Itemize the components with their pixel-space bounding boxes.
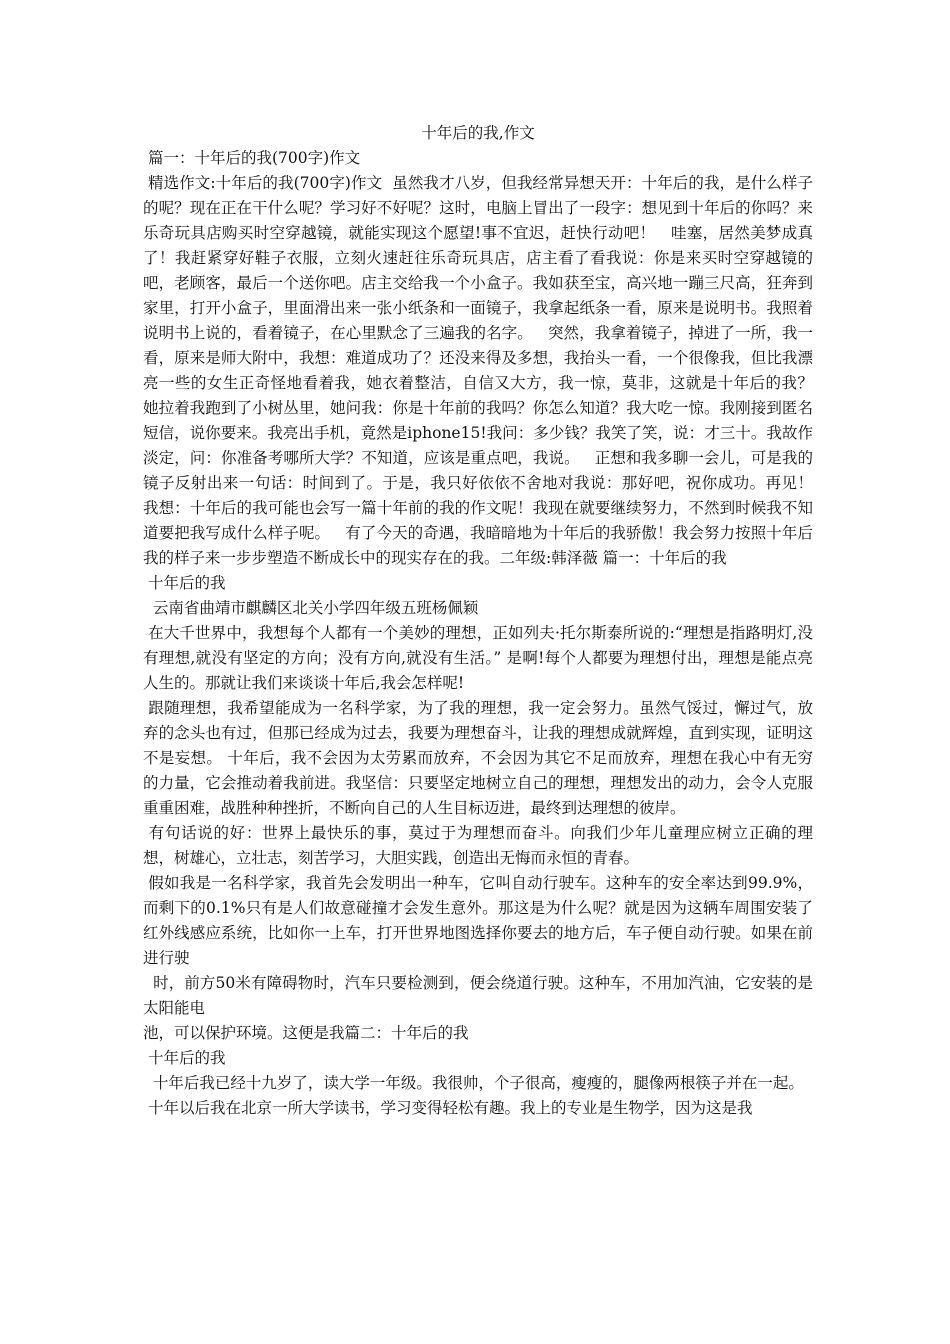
paragraph: 时，前方50米有障碍物时，汽车只要检测到，便会绕道行驶。这种车，不用加汽油，它安装的是太阳能电 bbox=[143, 974, 813, 1017]
paragraph: 精选作文:十年后的我(700字)作文 虽然我才八岁，但我经常异想天开：十年后的我，是什么样子的呢？现在正在干什么呢？学习好不好呢？这时，电脑上冒出了一段字：想见到十年后的你吗？来乐奇玩具店购买时空穿越镜，就能实现这个愿望!事不宜迟，赶快行动吧！ 哇塞，居然美梦成真了！我赶紧穿好鞋子衣服，立刻火速赶往乐奇玩具店，店主看了看我说：你是来买时空穿越镜的吧，老顾客，最后一个送你吧。店主交给我一个小盒子。我如获至宝，高兴地一蹦三尺高，狂奔到家里，打开小盒子，里面滑出来一张小纸条和一面镜子，我拿起纸条一看，原来是说明书。我照着说明书上说的，看着镜子，在心里默念了三遍我的名字。 突然，我拿着镜子，掉进了一所，我一看，原来是师大附中，我想：难道成功了？还没来得及多想，我抬头一看，一个很像我，但比我漂亮一些的女生正奇怪地看着我，她衣着整洁，自信又大方，我一惊，莫非，这就是十年后的我？ 她拉着我跑到了小树丛里，她问我：你是十年前的我吗？你怎么知道？我大吃一惊。我刚接到匿名短信，说你要来。我亮出手机，竟然是iphone15!我问：多少钱？我笑了笑，说：才三十。我故作淡定，问：你准备考哪所大学？不知道，应该是重点吧，我说。 正想和我多聊一会儿，可是我的镜子反射出来一句话：时间到了。于是，我只好依依不舍地对我说：那好吧，祝你成功。再见！ 我想：十年后的我可能也会写一篇十年前的我的作文呢！我现在就要继续努力，不然到时候我不知道要把我写成什么样子呢。 有了今天的奇遇，我暗暗地为十年后的我骄傲！我会努力按照十年后我的样子来一步步塑造不断成长中的现实存在的我。二年级:韩泽薇 篇一：十年后的我 bbox=[143, 174, 828, 567]
document-page bbox=[143, 121, 828, 1121]
paragraph: 十年后的我 bbox=[143, 1049, 226, 1067]
paragraph: 篇一：十年后的我(700字)作文 bbox=[143, 149, 361, 167]
paragraph: 十年以后我在北京一所大学读书，学习变得轻松有趣。我上的专业是生物学，因为这是我 bbox=[143, 1099, 753, 1117]
paragraph: 有句话说的好：世界上最快乐的事，莫过于为理想而奋斗。向我们少年儿童理应树立正确的理想，树雄心，立壮志，刻苦学习，大胆实践，创造出无悔而永恒的青春。 bbox=[143, 824, 813, 867]
document-title: 十年后的我,作文 bbox=[421, 124, 535, 142]
paragraph: 池，可以保护环境。这便是我篇二：十年后的我 bbox=[143, 1024, 469, 1042]
paragraph: 云南省曲靖市麒麟区北关小学四年级五班杨佩颖 bbox=[143, 599, 479, 617]
paragraph: 十年后我已经十九岁了，读大学一年级。我很帅，个子很高，瘦瘦的，腿像两根筷子并在一起。 bbox=[143, 1074, 804, 1092]
paragraph: 在大千世界中，我想每个人都有一个美妙的理想，正如列夫·托尔斯泰所说的:“理想是指路明灯,没有理想,就没有坚定的方向；没有方向,就没有生活。” 是啊!每个人都要为理想付出，理想是能点亮人生的。那就让我们来谈谈十年后,我会怎样呢! bbox=[143, 624, 813, 692]
paragraph: 跟随理想，我希望能成为一名科学家，为了我的理想，我一定会努力。虽然气馁过，懈过气，放弃的念头也有过，但那已经成为过去，我要为理想奋斗，让我的理想成就辉煌，直到实现，证明这不是妄想。 十年后，我不会因为太劳累而放弃，不会因为其它不足而放弃，理想在我心中有无穷的力量，它会推动着我前进。我坚信：只要坚定地树立自己的理想，理想发出的动力，会令人克服重重困难，战胜种种挫折，不断向自己的人生目标迈进，最终到达理想的彼岸。 bbox=[143, 699, 813, 817]
paragraph: 假如我是一名科学家，我首先会发明出一种车，它叫自动行驶车。这种车的安全率达到99.9%，而剩下的0.1%只有是人们故意碰撞才会发生意外。那这是为什么呢？就是因为这辆车周围安装了红外线感应系统，比如你一上车，打开世界地图选择你要去的地方后，车子便自动行驶。如果在前进行驶 bbox=[143, 874, 813, 967]
paragraph: 十年后的我 bbox=[143, 574, 226, 592]
